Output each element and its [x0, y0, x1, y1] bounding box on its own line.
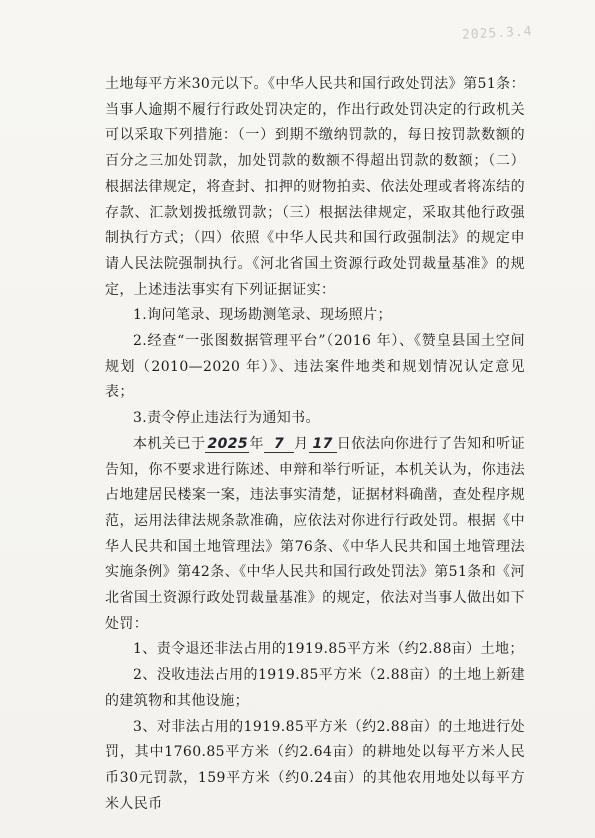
- evidence-item-1: 1.询问笔录、现场勘测笔录、现场照片；: [133, 307, 392, 324]
- penalty-law-paragraph: 土地每平方米30元以下。《中华人民共和国行政处罚法》第51条：当事人逾期不履行行政处罚决定的，作出行政处罚决定的行政机关可以采取下列措施：（一）到期不缴纳罚款的，每日按罚款数额的百分之三加处罚款，加处罚款的数额不得超出罚款的数额；（二）根据法律规定，将查封、扣押的财物拍卖、依法处理或者将冻结的存款、汇款划拨抵缴罚款；（三）根据法律规定，采取其他行政强制执行方式；（四）依照《中华人民共和国行政强制法》的规定申请人民法院强制执行。《河北省国土资源行政处罚裁量基准》的规定，上述违法事实有下列证据证实：: [105, 76, 525, 298]
- notice-suffix: 日依法向你进行了告知和听证告知，你不要求进行陈述、申辩和举行听证，本机关认为，你违法占地建居民楼案一案，违法事实清楚，证据材料确凿，查处程序规范，运用法律法规条款准确，应依法对你进行行政处罚。根据《中华人民共和国土地管理法》第76条、《中华人民共和国土地管理法实施条例》第42条、《中华人民共和国行政处罚法》第51条和《河北省国土资源行政处罚裁量基准》的规定，依法对当事人做出如下处罚：: [105, 435, 526, 632]
- month-unit: 月: [294, 435, 309, 452]
- handwritten-month: 7: [264, 436, 294, 453]
- evidence-item-3: 3.责令停止违法行为通知书。: [133, 410, 320, 427]
- notice-paragraph: [105, 432, 525, 638]
- handwritten-corner-mark: 2025.3.4: [461, 24, 533, 43]
- ruling-item-1: 1、责令退还非法占用的1919.85平方米（约2.88亩）土地；: [133, 641, 524, 658]
- handwritten-year: 2025: [207, 435, 249, 452]
- ruling-item-3: 3、对非法占用的1919.85平方米（约2.88亩）的土地进行处罚，其中1760.85平方米（约2.64亩）的耕地处以每平方米人民币30元罚款，159平方米（约0.24亩）的其他农用地处以每平方米人民币: [105, 718, 525, 812]
- notice-prefix: 本机关已于: [133, 435, 206, 452]
- year-unit: 年: [249, 435, 265, 452]
- evidence-item-2: 2.经查“一张图数据管理平台”（2016 年）、《赞皇县国土空间规划（2010—2020 年）》、违法案件地类和规划情况认定意见表；: [105, 333, 525, 401]
- handwritten-day: 17: [309, 436, 337, 453]
- document-body: [105, 72, 525, 817]
- ruling-item-2: 2、没收违法占用的1919.85平方米（2.88亩）的土地上新建的建筑物和其他设施；: [105, 667, 525, 709]
